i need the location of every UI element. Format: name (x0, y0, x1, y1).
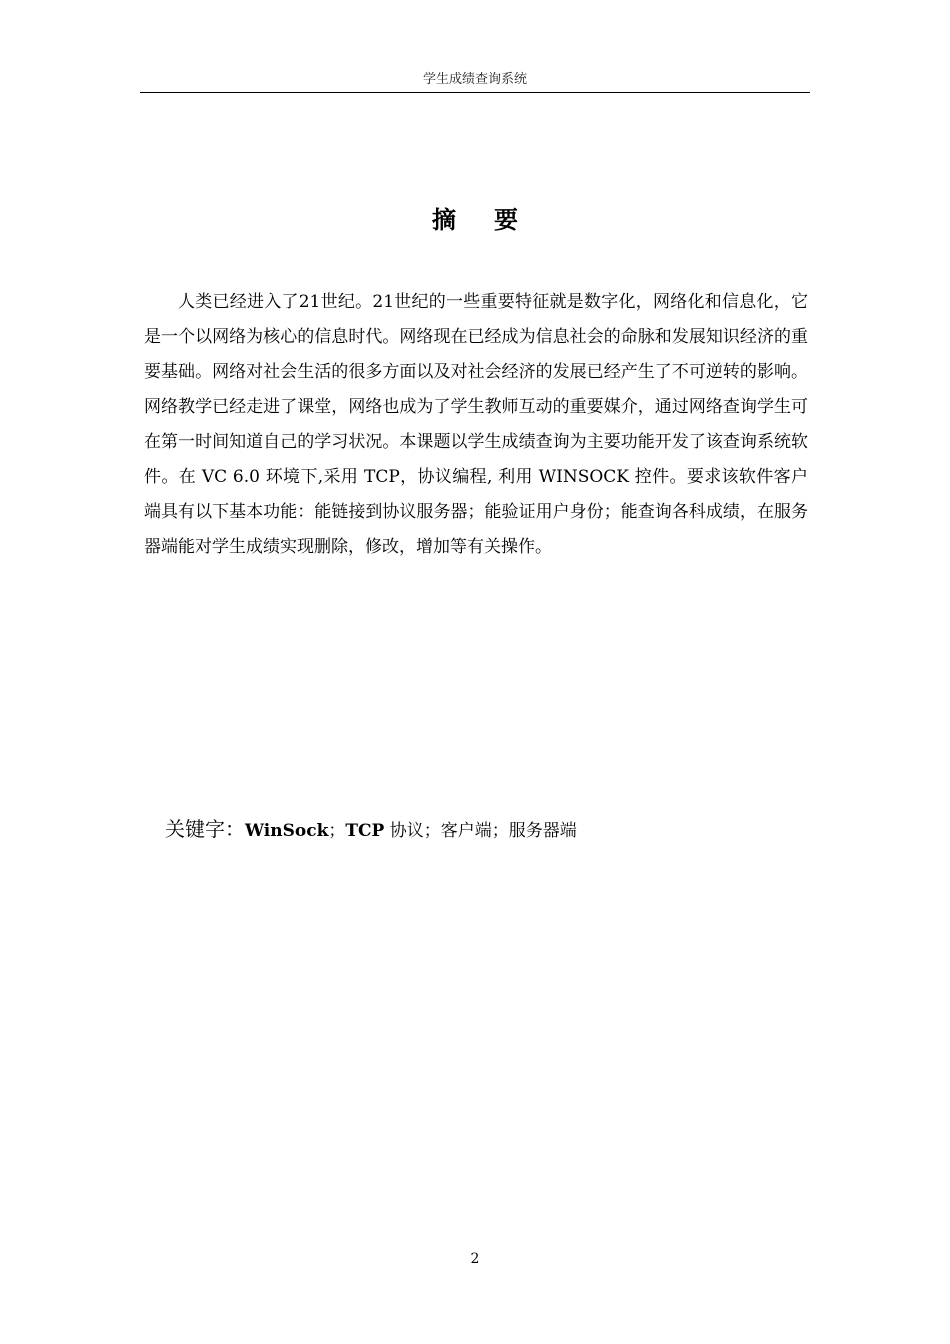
header-title: 学生成绩查询系统 (422, 72, 527, 87)
keyword-winsock: WinSock (245, 821, 329, 841)
keywords-label: 关键字： (165, 817, 245, 841)
keywords-line (165, 812, 810, 848)
abstract-title: 摘要 (432, 206, 556, 234)
page-number: 2 (470, 1251, 480, 1267)
keyword-rest: 协议；客户端；服务器端 (384, 821, 577, 841)
keyword-tcp: TCP (345, 821, 385, 841)
keyword-separator: ； (328, 821, 346, 841)
abstract-body: 人类已经进入了21世纪。21世纪的一些重要特征就是数字化，网络化和信息化，它是一个以网络为核心的信息时代。网络现在已经成为信息社会的命脉和发展知识经济的重要基础。网络对社会生活的很多方面以及对社会经济的发展已经产生了不可逆转的影响。网络教学已经走进了课堂，网络也成为了学生教师互动的重要媒介，通过网络查询学生可在第一时间知道自己的学习状况。本课题以学生成绩查询为主要功能开发了该查询系统软件。在 VC 6.0 环境下,采用 TCP，协议编程, 利用 WINSOCK 控件。要求该软件客户端具有以下基本功能：能链接到协议服务器；能验证用户身份；能查询各科成绩，在服务器端能对学生成绩实现删除，修改，增加等有关操作。 (144, 292, 808, 557)
page-header (140, 70, 810, 93)
